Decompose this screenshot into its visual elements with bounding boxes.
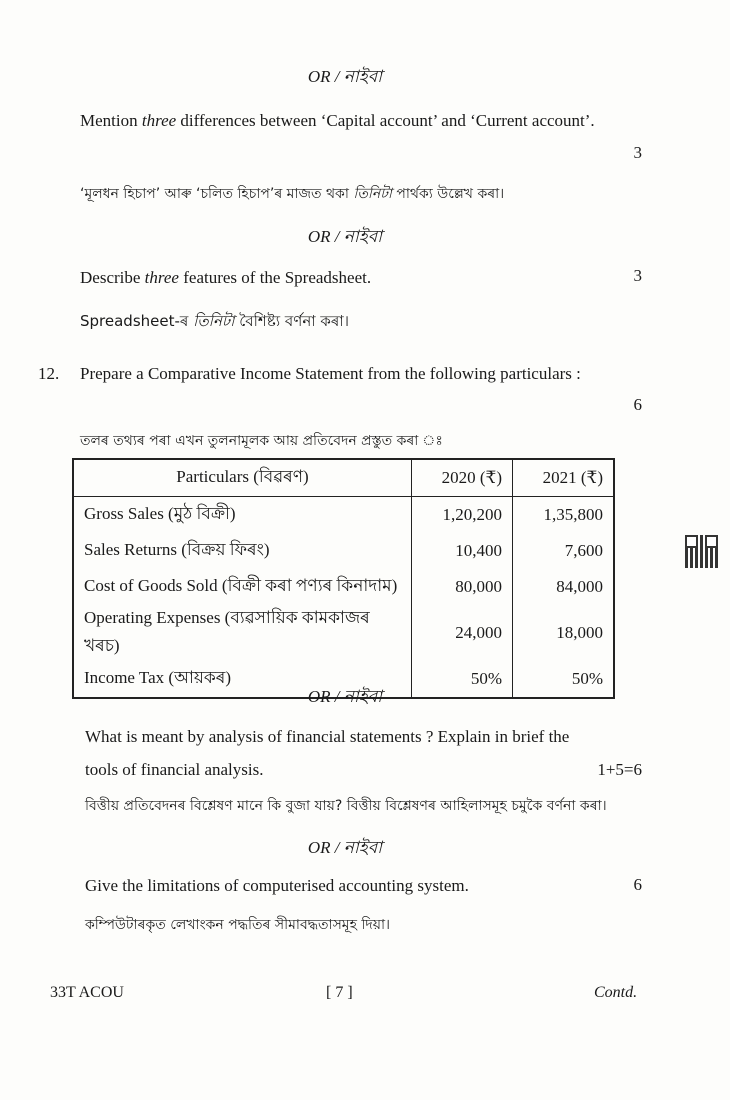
table-row [73,569,614,605]
q12-alt1-english-line1: What is meant by analysis of financial statements ? Explain in brief the [85,727,570,746]
or-divider: OR / নাইবা [307,67,383,86]
cell: 84,000 [513,569,615,605]
cell: 1,35,800 [513,497,615,534]
q12-alt2-english: Give the limitations of computerised accounting system. [85,876,469,895]
table-header [73,459,614,497]
cell: 18,000 [513,605,615,661]
table-row [73,497,614,534]
table-row [73,605,614,661]
cell: Income Tax (আয়কৰ) [84,668,232,687]
cell: 80,000 [412,569,513,605]
header-particulars: Particulars (বিৱৰণ) [73,459,412,497]
or-divider: OR / নাইবা [307,687,383,706]
cell: Cost of Goods Sold (বিক্ৰী কৰা পণ্যৰ কিনাদাম) [84,576,398,595]
or-divider: OR / নাইবা [307,838,383,857]
table-row [73,533,614,569]
cell: 24,000 [412,605,513,661]
header-2021: 2021 (₹) [513,459,615,497]
header-2020: 2020 (₹) [412,459,513,497]
or-divider: OR / নাইবা [307,227,383,246]
qr-code-icon [685,535,718,568]
q12-alt1-english-line2: tools of financial analysis. [85,760,264,779]
marks: 6 [633,875,642,894]
q12-alt2-assamese: কম্পিউটাৰকৃত লেখাংকন পদ্ধতিৰ সীমাবদ্ধতাসমূহ দিয়া। [85,917,391,933]
marks: 1+5=6 [597,760,642,779]
cell: 7,600 [513,533,615,569]
q11-alt2-english: Describe three features of the Spreadsheet. [80,268,372,287]
marks: 3 [633,143,642,162]
cell: 10,400 [412,533,513,569]
marks: 3 [633,266,642,285]
cell: Operating Expenses (ব্যৱসায়িক কামকাজৰ খৰচ) [84,608,370,655]
particulars-table [72,458,615,699]
marks: 6 [633,395,642,414]
q11-alt1-assamese: ‘মূলধন হিচাপ’ আৰু ‘চলিত হিচাপ’ৰ মাজত থকা তিনিটা পাৰ্থক্য উল্লেখ কৰা। [80,186,505,202]
cell: 50% [412,661,513,698]
cell: 50% [513,661,615,698]
question-number: 12. [38,364,60,383]
continued-label: Contd. [594,984,638,1001]
q12-alt1-assamese: বিত্তীয় প্ৰতিবেদনৰ বিশ্লেষণ মানে কি বুজা যায়? বিত্তীয় বিশ্লেষণৰ আহিলাসমূহ চমুকৈ বৰ্ণনা কৰা। [85,798,607,814]
q11-alt1-english: Mention three differences between ‘Capital account’ and ‘Current account’. [80,111,595,130]
cell: Sales Returns (বিক্ৰয় ফিৰং) [84,540,270,559]
q12-assamese: তলৰ তথ্যৰ পৰা এখন তুলনামূলক আয় প্ৰতিবেদন প্ৰস্তুত কৰা ঃ [80,433,443,449]
q11-alt2-assamese: Spreadsheet-ৰ তিনিটা বৈশিষ্ট্য বৰ্ণনা কৰা। [80,312,350,330]
cell: Gross Sales (মুঠ বিক্ৰী) [84,504,236,523]
q12-english: Prepare a Comparative Income Statement from the following particulars : [80,364,581,383]
footer-code: 33T ACOU [50,984,124,1001]
page-number: [ 7 ] [326,984,353,1001]
cell: 1,20,200 [412,497,513,534]
